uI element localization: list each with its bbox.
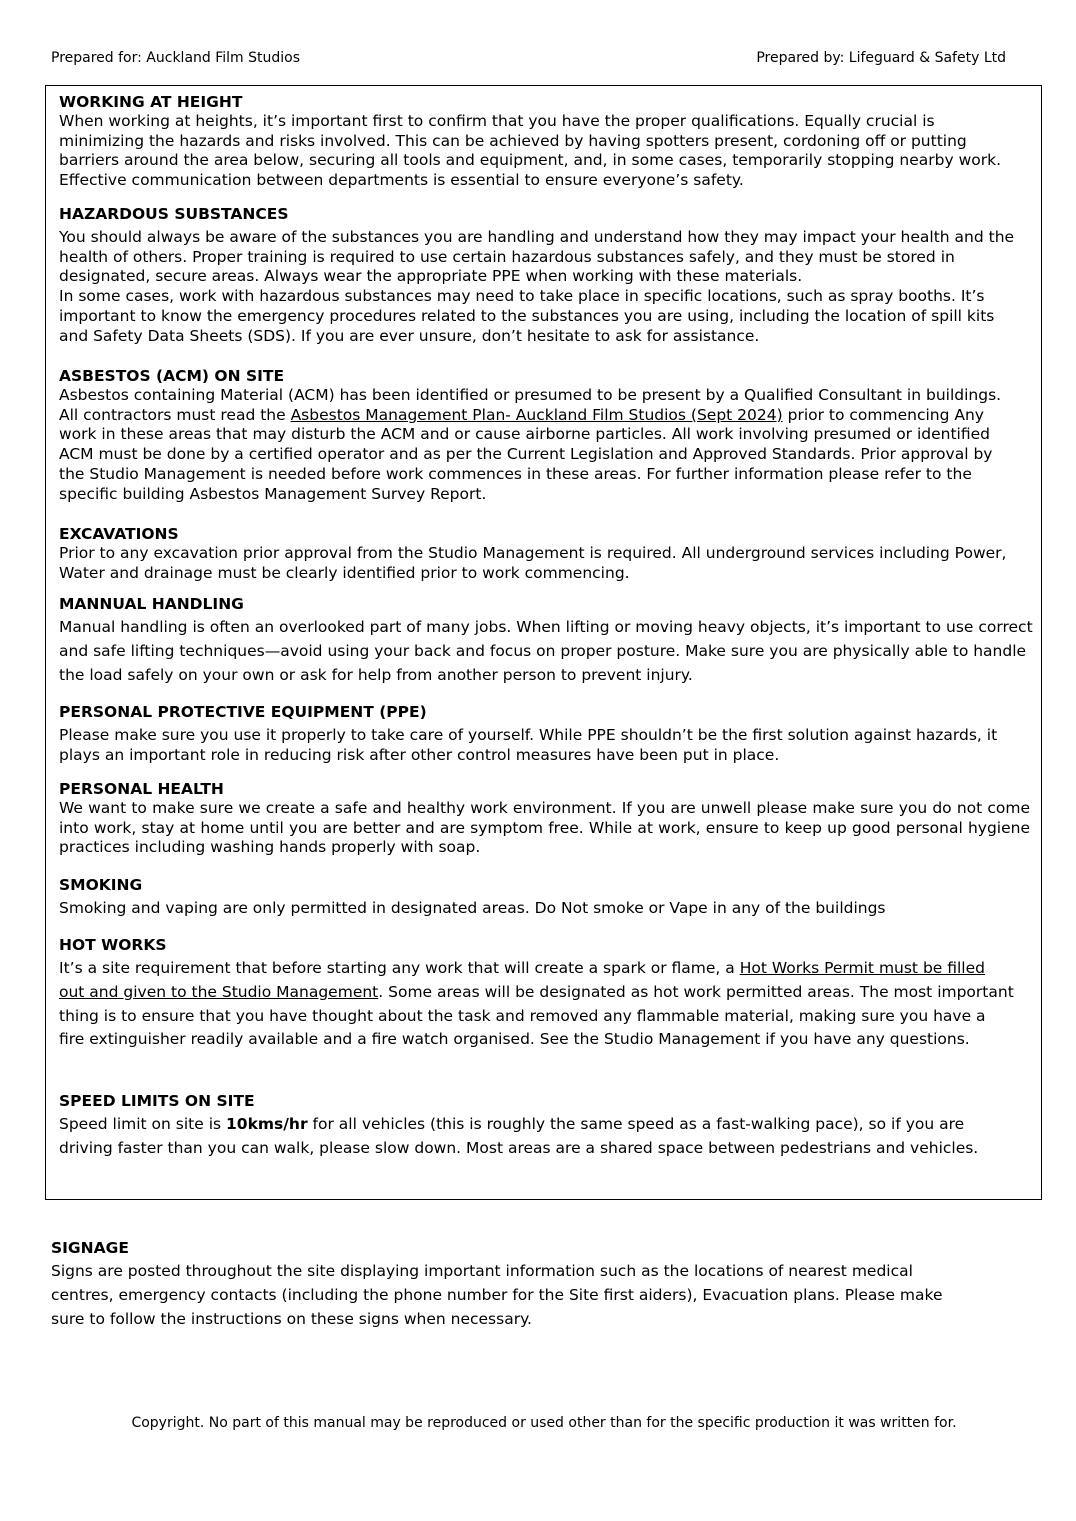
section-hot-works bbox=[59, 935, 1014, 1052]
section-excavations bbox=[59, 524, 1019, 583]
section-hazardous-substances bbox=[59, 204, 1019, 346]
section-title: EXCAVATIONS bbox=[59, 525, 179, 543]
section-ppe bbox=[59, 702, 1019, 765]
section-body bbox=[59, 1113, 1014, 1161]
body-text: for all vehicles (this is roughly the same speed as a fast-walking pace), so if you are driving faster than you can walk, please slow down. Most areas are a shared space between pedestrians and vehicles. bbox=[59, 1115, 979, 1157]
section-title: HOT WORKS bbox=[59, 936, 167, 954]
body-text: It’s a site requirement that before starting any work that will create a spark or flame, a bbox=[59, 959, 740, 977]
section-manual-handling bbox=[59, 594, 1034, 687]
body-text: prior to commencing Any work in these areas that may disturb the ACM and or cause airborne particles. All work involving presumed or identified ACM must be done by a certified operator and as per the Current Legislation and Approved Standards. Prior approval by the Studio Management is needed before work commences in these areas. For further information please refer to the specific building Asbestos Management Survey Report. bbox=[59, 405, 993, 503]
hot-works-permit-link[interactable]: Hot Works Permit must be filled out and given to the Studio Management bbox=[59, 959, 985, 1001]
section-body: Smoking and vaping are only permitted in designated areas. Do Not smoke or Vape in any of the buildings bbox=[59, 899, 886, 917]
section-body: We want to make sure we create a safe and healthy work environment. If you are unwell please make sure you do not come into work, stay at home until you are better and are symptom free. While at work, ensure to keep up good personal hygiene practices including washing hands properly with soap. bbox=[59, 799, 1030, 857]
copyright-footer: Copyright. No part of this manual may be reproduced or used other than for the specific production it was written for. bbox=[131, 1415, 957, 1431]
section-title: MANNUAL HANDLING bbox=[59, 595, 244, 613]
section-title: ASBESTOS (ACM) ON SITE bbox=[59, 367, 285, 385]
section-speed-limits bbox=[59, 1091, 1014, 1161]
prepared-for-text: Prepared for: Auckland Film Studios bbox=[51, 50, 301, 66]
section-body: When working at heights, it’s important first to confirm that you have the proper qualifications. Equally crucial is minimizing the hazards and risks involved. This can be achieved by having spotters present, cordoning off or putting barriers around the area below, securing all tools and equipment, and, in some cases, temporarily stopping nearby work. Effective communication between departments is essential to ensure everyone’s safety. bbox=[59, 112, 1002, 190]
section-title: WORKING AT HEIGHT bbox=[59, 93, 243, 111]
section-title: PERSONAL PROTECTIVE EQUIPMENT (PPE) bbox=[59, 703, 427, 721]
body-text: Speed limit on site is bbox=[59, 1115, 227, 1133]
section-signage bbox=[51, 1238, 971, 1331]
speed-limit-value: 10kms/hr bbox=[226, 1115, 308, 1133]
body-text: Asbestos containing Material (ACM) has been identified or presumed to be present by a Qualified Consultant in buildings. All contractors must read the bbox=[59, 386, 1002, 424]
section-personal-health bbox=[59, 779, 1030, 858]
section-body bbox=[59, 386, 1019, 504]
section-smoking bbox=[59, 875, 1034, 919]
asbestos-management-plan-link[interactable]: Asbestos Management Plan- Auckland Film Studios (Sept 2024) bbox=[290, 405, 783, 424]
body-text: . Some areas will be designated as hot work permitted areas. The most important thing is to ensure that you have thought about the task and removed any flammable material, making sure you have a fire extinguisher readily available and a fire watch organised. See the Studio Management if you have any questions. bbox=[59, 982, 1014, 1049]
section-title: PERSONAL HEALTH bbox=[59, 780, 224, 798]
section-asbestos bbox=[59, 366, 1019, 504]
section-body bbox=[59, 957, 1014, 1052]
prepared-by-text: Prepared by: Lifeguard & Safety Ltd bbox=[756, 50, 1006, 66]
section-title: HAZARDOUS SUBSTANCES bbox=[59, 205, 289, 223]
section-title: SPEED LIMITS ON SITE bbox=[59, 1092, 255, 1110]
section-working-at-height bbox=[59, 92, 1019, 191]
section-body: Prior to any excavation prior approval from the Studio Management is required. All underground services including Power, Water and drainage must be clearly identified prior to work commencing. bbox=[59, 544, 1007, 582]
section-body: Please make sure you use it properly to take care of yourself. While PPE shouldn’t be the first solution against hazards, it plays an important role in reducing risk after other control measures have been put in place. bbox=[59, 726, 998, 764]
section-body-continued: In some cases, work with hazardous substances may need to take place in specific locations, such as spray booths. It’s important to know the emergency procedures related to the substances you are using, including the location of spill kits and Safety Data Sheets (SDS). If you are ever unsure, don’t hesitate to ask for assistance. bbox=[59, 287, 995, 345]
section-title: SMOKING bbox=[59, 876, 143, 894]
section-body: Manual handling is often an overlooked part of many jobs. When lifting or moving heavy objects, it’s important to use correct and safe lifting techniques—avoid using your back and focus on proper posture. Make sure you are physically able to handle the load safely on your own or ask for help from another person to prevent injury. bbox=[59, 618, 1033, 684]
section-body: Signs are posted throughout the site displaying important information such as the locations of nearest medical centres, emergency contacts (including the phone number for the Site first aiders), Evacuation plans. Please make sure to follow the instructions on these signs when necessary. bbox=[51, 1262, 943, 1328]
section-title: SIGNAGE bbox=[51, 1239, 129, 1257]
section-body: You should always be aware of the substances you are handling and understand how they may impact your health and the health of others. Proper training is required to use certain hazardous substances safely, and they must be stored in designated, secure areas. Always wear the appropriate PPE when working with these materials. bbox=[59, 228, 1015, 286]
